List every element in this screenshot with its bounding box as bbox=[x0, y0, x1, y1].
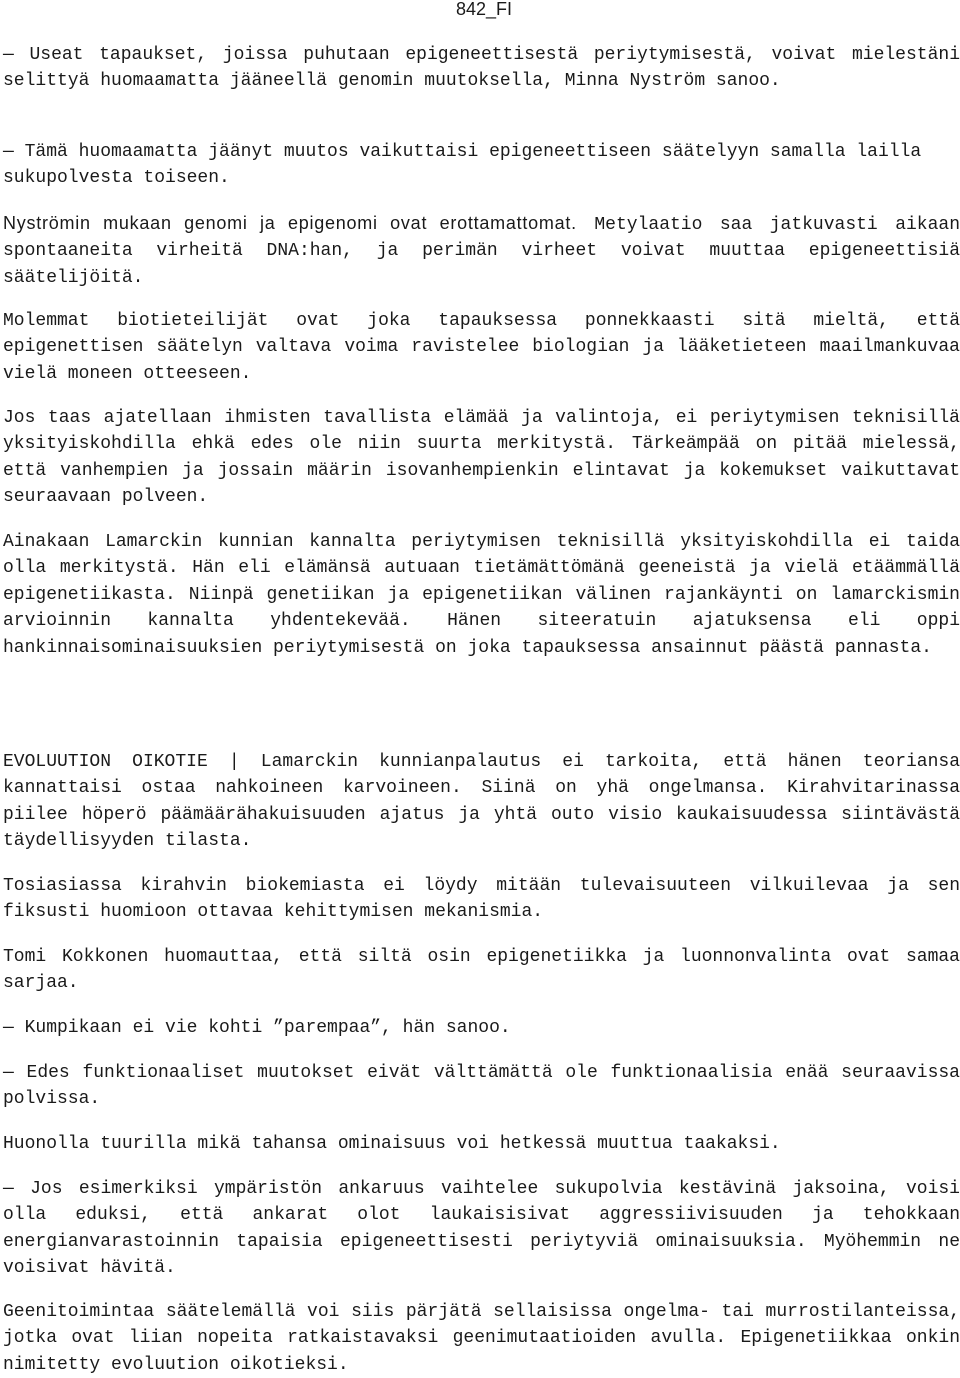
page-label: 842_FI bbox=[456, 0, 513, 19]
paragraph-11: — Edes funktionaaliset muutokset eivät välttämättä ole funktionaalisia enää seuraavissa polvissa. bbox=[3, 1063, 960, 1110]
paragraph-4: Molemmat biotieteilijät ovat joka tapauksessa ponnekkaasti sitä mieltä, että epigenettisen säätelyn valtava voima ravistelee biologian ja lääketieteen maailmankuvaa vielä moneen otteeseen. bbox=[3, 311, 960, 384]
paragraph-8: Tosiasiassa kirahvin biokemiasta ei löydy mitään tulevaisuuteen vilkuilevaa ja sen fiksusti huomioon ottavaa kehittymisen mekanismia. bbox=[3, 876, 960, 923]
paragraph-7: EVOLUUTION OIKOTIE | Lamarckin kunnianpalautus ei tarkoita, että hänen teoriansa kannattaisi ostaa nahkoineen karvoineen. Siinä on yhä ongelmansa. Kirahvitarinassa piilee höperö päämäärähakuisuuden ajatus ja yhtä outo visio kaukaisuudessa siintävästä täydellisyyden tilasta. bbox=[3, 752, 960, 852]
paragraph-6: Ainakaan Lamarckin kunnian kannalta periytymisen teknisillä yksityiskohdilla ei taida olla merkitystä. Hän eli elämänsä autuaan tietämättömänä geeneistä ja vielä etäämmällä epigenetiikasta. Niinpä genetiikan ja epigenetiikan välinen rajankäynti on lamarckismin arvioinnin kannalta yhdentekevää. Hänen siteeratuin ajatuksensa eli oppi hankinnaisominaisuuksien periytymisestä on joka tapauksessa ansainnut päästä pannasta. bbox=[3, 532, 960, 658]
paragraph-1: — Useat tapaukset, joissa puhutaan epigeneettisestä periytymisestä, voivat mielestäni selittyä huomaamatta jääneellä genomin muutoksella, Minna Nyström sanoo. bbox=[3, 45, 960, 92]
paragraph-9: Tomi Kokkonen huomauttaa, että siltä osin epigenetiikka ja luonnonvalinta ovat samaa sarjaa. bbox=[3, 947, 960, 994]
paragraph-5: Jos taas ajatellaan ihmisten tavallista elämää ja valintoja, ei periytymisen teknisillä yksityiskohdilla ehkä edes ole niin suurta merkitystä. Tärkeämpää on pitää mielessä, että vanhempien ja jossain määrin isovanhempienkin elintavat ja kokemukset vaikuttavat seuraavaan polveen. bbox=[3, 408, 960, 508]
paragraph-10: — Kumpikaan ei vie kohti ”parempaa”, hän sanoo. bbox=[3, 1018, 511, 1038]
paragraph-3-lead: Nyströmin mukaan genomi ja epigenomi ovat erottamattomat. bbox=[3, 213, 577, 233]
paragraph-3 bbox=[3, 210, 960, 291]
paragraph-14: Geenitoimintaa säätelemällä voi siis pärjätä sellaisissa ongelma- tai murrostilanteissa, jotka ovat liian nopeita ratkaistavaksi geenimutaatioiden avulla. Epigenetiikkaa onkin nimitetty evoluution oikotieksi. bbox=[3, 1302, 960, 1375]
paragraph-13: — Jos esimerkiksi ympäristön ankaruus vaihtelee sukupolvia kestävinä jaksoina, voisi olla eduksi, että ankarat olot laukaisisivat aggressiivisuuden ja tehokkaan energianvarastoinnin tapaisia epigeneettisesti periytyviä ominaisuuksia. Myöhemmin ne voisivat hävitä. bbox=[3, 1179, 960, 1279]
paragraph-2: — Tämä huomaamatta jäänyt muutos vaikuttaisi epigeneettiseen säätelyyn samalla lailla sukupolvesta toiseen. bbox=[3, 142, 922, 189]
paragraph-3-text: Metylaatio saa jatkuvasti aikaan spontaaneita virheitä DNA:han, ja perimän virheet voivat muuttaa epigeneettisiä säätelijöitä. bbox=[3, 215, 960, 288]
paragraph-12: Huonolla tuurilla mikä tahansa ominaisuus voi hetkessä muuttua taakaksi. bbox=[3, 1134, 781, 1154]
